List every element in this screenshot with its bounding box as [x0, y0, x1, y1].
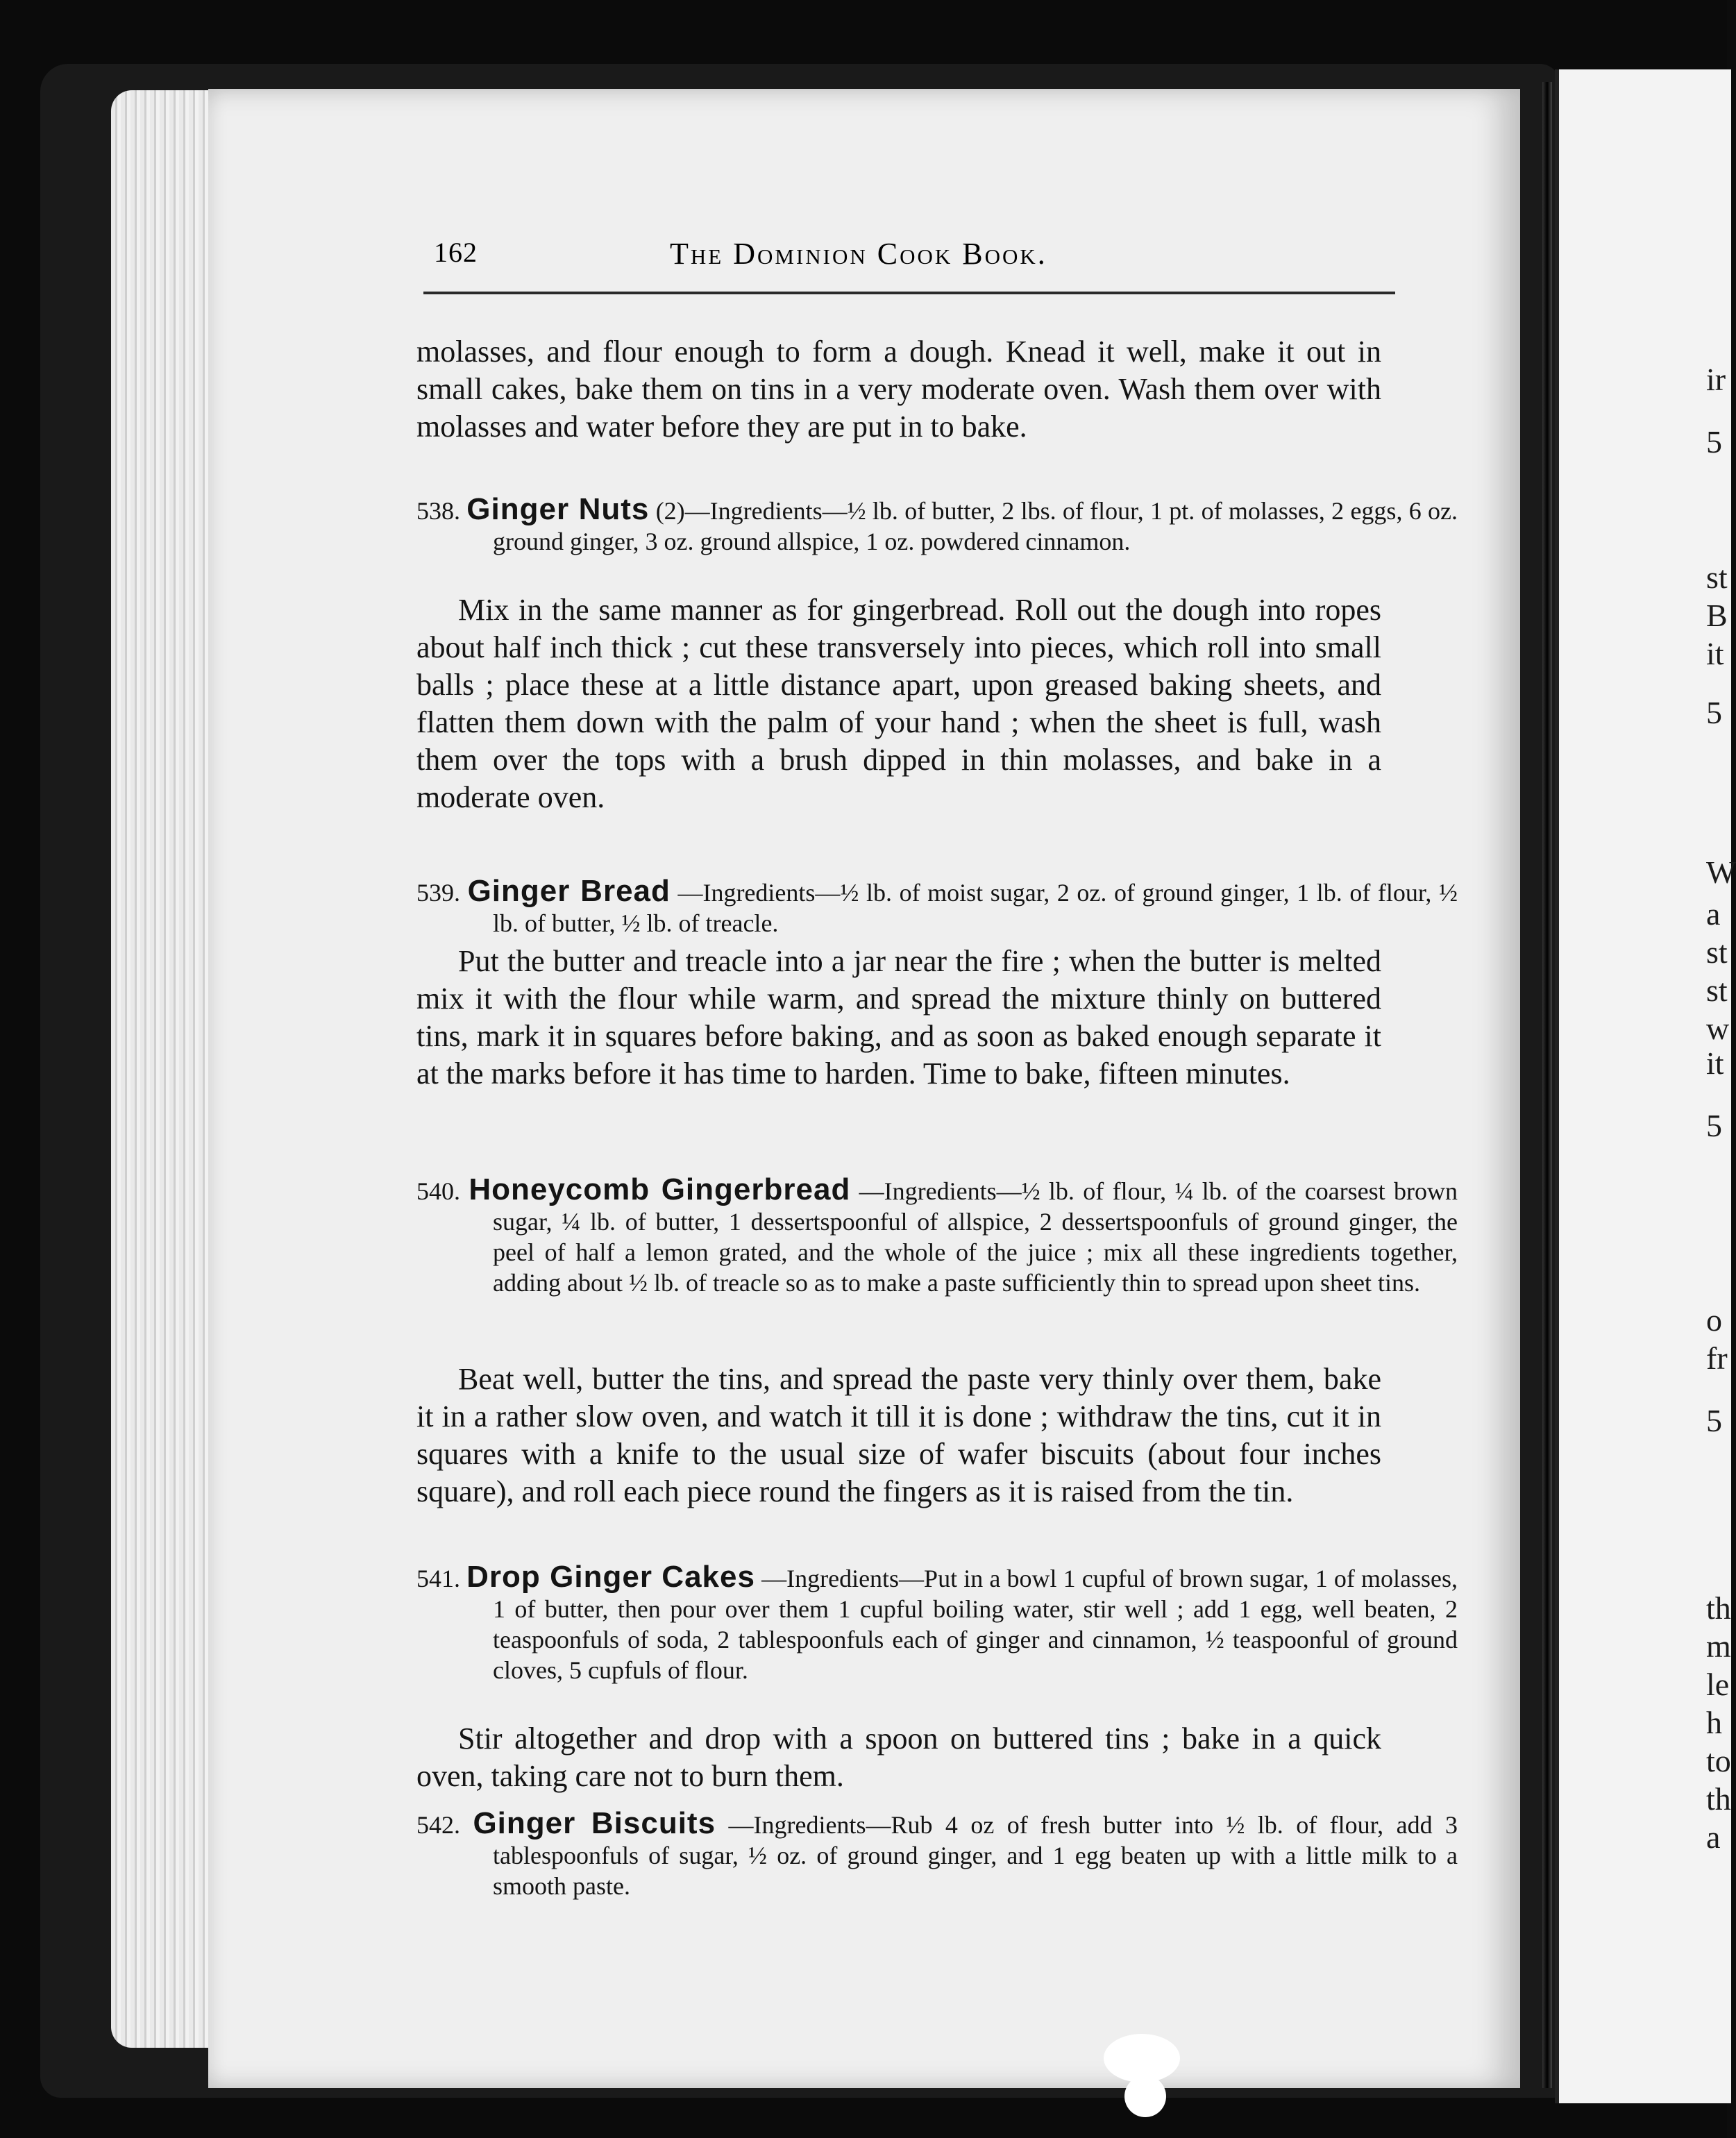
facing-page-fragment: st [1706, 973, 1728, 1008]
facing-page-fragment: 5 [1706, 695, 1722, 730]
page-edges [111, 90, 215, 2048]
facing-page-fragment: h [1706, 1705, 1722, 1740]
recipe-541-header [416, 1562, 1458, 1685]
recipe-ingredients: —Ingredients—Put in a bowl 1 cupful of brown sugar, 1 of molasses, 1 of butter, then pour over them 1 cupful boiling water, stir well ; add 1 egg, well beaten, 2 teaspoonfuls of soda, 2 tablespoonfuls each of ginger and cinnamon, ½ teaspoonful of ground cloves, 5 cupfuls of flour. [493, 1565, 1458, 1684]
facing-page-fragment: W [1706, 855, 1736, 890]
recipe-540-method: Beat well, butter the tins, and spread the paste very thinly over them, bake it in a rather slow oven, and watch it till it is done ; withdraw the tins, cut it in squares with a knife to the usual size of wafer biscuits (about four inches square), and roll each piece round the fingers as it is raised from the tin. [416, 1362, 1381, 1508]
facing-page-fragment: th [1706, 1781, 1731, 1817]
facing-page-fragment: 5 [1706, 1403, 1722, 1438]
facing-page-fragment: ir [1706, 362, 1726, 397]
page-header [434, 236, 1128, 285]
facing-page-fragment: m [1706, 1628, 1731, 1664]
recipe-ingredients: —Ingredients—Rub 4 oz of fresh butter into ½ lb. of flour, add 3 tablespoonfuls of sugar, ½ oz. of ground ginger, and 1 egg beaten up with a little milk to a smooth paste. [493, 1811, 1458, 1900]
facing-page-fragment: le [1706, 1667, 1730, 1702]
recipe-541-method: Stir altogether and drop with a spoon on buttered tins ; bake in a quick oven, taking care not to burn them. [416, 1722, 1381, 1793]
recipe-539-method: Put the butter and treacle into a jar near the fire ; when the butter is melted mix it with the flour while warm, and spread the mixture thinly on buttered tins, mark it in squares before baking, and as soon as baked enough separate it at the marks before it has time to harden. Time to bake, fifteen minutes. [416, 944, 1381, 1091]
recipe-ingredients: —Ingredients—½ lb. of moist sugar, 2 oz. of ground ginger, 1 lb. of flour, ½ lb. of butter, ½ lb. of treacle. [493, 879, 1458, 937]
facing-page-fragment: fr [1706, 1340, 1728, 1376]
running-title: The Dominion Cook Book. [670, 237, 1047, 271]
recipe-ingredients: (2)—Ingredients—½ lb. of butter, 2 lbs. of flour, 1 pt. of molasses, 2 eggs, 6 oz. ground ginger, 3 oz. ground allspice, 1 oz. powdered cinnamon. [493, 497, 1458, 555]
continued-paragraph: molasses, and flour enough to form a dough. Knead it well, make it out in small cakes, bake them on tins in a very moderate oven. Wash them over with molasses and water before they are put in to bake. [416, 335, 1381, 444]
recipe-ingredients: —Ingredients—½ lb. of flour, ¼ lb. of the coarsest brown sugar, ¼ lb. of butter, 1 dessertspoonful of allspice, 2 dessertspoonfuls of ground ginger, the peel of half a lemon grated, and the whole of the juice ; mix all these ingredients together, adding about ½ lb. of treacle so as to make a paste sufficiently thin to spread upon sheet tins. [493, 1177, 1458, 1297]
facing-page-fragment: it [1706, 1045, 1724, 1081]
recipe-title: Ginger Nuts [466, 492, 650, 526]
facing-page-fragment: B [1706, 598, 1728, 633]
facing-page-fragment: w [1706, 1011, 1730, 1046]
facing-page-fragment: th [1706, 1590, 1731, 1626]
facing-page-fragment: st [1706, 934, 1728, 970]
facing-page [1555, 69, 1731, 2103]
recipe-538-header [416, 494, 1458, 557]
recipe-539-header [416, 876, 1458, 938]
gutter [1542, 82, 1552, 2088]
facing-page-fragment: to [1706, 1743, 1731, 1778]
facing-page-fragment: st [1706, 559, 1728, 595]
recipe-title: Honeycomb Gingerbread [469, 1172, 851, 1206]
recipe-title: Ginger Biscuits [473, 1806, 716, 1840]
facing-page-fragment: it [1706, 636, 1724, 671]
header-rule [423, 292, 1395, 294]
recipe-538-method: Mix in the same manner as for gingerbread. Roll out the dough into ropes about half inch thick ; cut these transversely into pieces, which roll into small balls ; place these at a little distance apart, upon greased baking sheets, and flatten them down with the palm of your hand ; when the sheet is full, wash them over the tops with a brush dipped in thin molasses, and bake in a moderate oven. [416, 593, 1381, 814]
recipe-title: Ginger Bread [467, 874, 671, 908]
recipe-number: 542. [416, 1811, 460, 1839]
recipe-540-header [416, 1172, 1458, 1298]
facing-page-fragment: o [1706, 1302, 1722, 1338]
recipe-542-header [416, 1808, 1458, 1901]
recipe-number: 538. [416, 497, 460, 525]
recipe-number: 540. [416, 1177, 460, 1205]
recipe-number: 541. [416, 1565, 460, 1592]
facing-page-fragment: 5 [1706, 424, 1722, 460]
recipe-number: 539. [416, 879, 460, 907]
page-number: 162 [434, 237, 478, 268]
facing-page-fragment: a [1706, 1819, 1721, 1855]
facing-page-fragment: 5 [1706, 1108, 1722, 1143]
facing-page-fragment: a [1706, 896, 1721, 932]
recipe-title: Drop Ginger Cakes [466, 1560, 755, 1594]
paper-tear [1124, 2076, 1166, 2117]
